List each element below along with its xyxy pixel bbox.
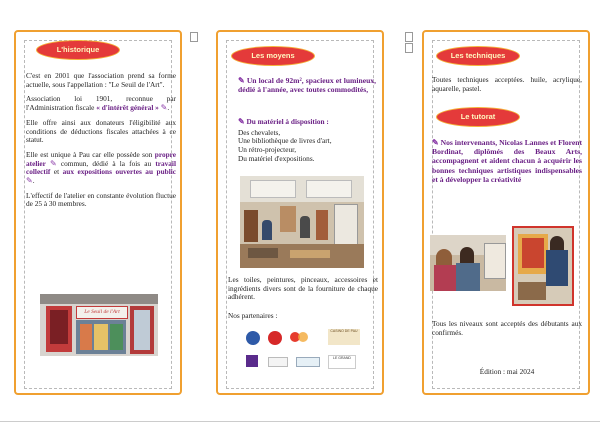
partner-logo-casino: CASINO DE PAU bbox=[328, 329, 360, 345]
partners-label: Nos partenaires : bbox=[228, 311, 278, 320]
edition-text: Édition : mai 2024 bbox=[479, 367, 535, 376]
partner-logo-2 bbox=[268, 331, 282, 345]
partner-logo-6 bbox=[296, 357, 320, 367]
fold-mark-2 bbox=[405, 32, 413, 42]
tab-historique: L'historique bbox=[36, 40, 120, 60]
shop-sign: Le Seuil de l'Art bbox=[76, 306, 128, 319]
tutorat-text: ✎ Nos intervenants, Nicolas Lannes et Florent Bordinat, diplômés des Beaux Arts, accompagnent et aident chacun à acquérir les bonnes techniques artistiques indispensables et à développer la créativité bbox=[432, 138, 582, 184]
partner-logo-4 bbox=[246, 355, 258, 367]
page-edge bbox=[0, 421, 600, 422]
storefront-photo bbox=[40, 294, 158, 356]
historique-p5: L'effectif de l'atelier en constante évolution fluctue de 25 à 30 membres. bbox=[26, 190, 176, 209]
pen-icon: ✎ bbox=[160, 103, 168, 113]
partners-logos bbox=[240, 325, 365, 375]
moyens-materiel: ✎ Du matériel à disposition : Des chevalets, Une bibliothèque de livres d'art, Un rétro-projecteur, Du matériel d'expositions. bbox=[238, 118, 376, 164]
historique-text bbox=[26, 72, 176, 215]
partner-logo-5 bbox=[268, 357, 288, 367]
materiel-item: Une bibliothèque de livres d'art, bbox=[238, 136, 332, 146]
fold-mark-3 bbox=[405, 43, 413, 53]
tab-moyens: Les moyens bbox=[231, 46, 315, 66]
partner-logo-1 bbox=[246, 331, 260, 345]
tab-tutorat: Le tutorat bbox=[436, 107, 520, 127]
tab-techniques: Les techniques bbox=[436, 46, 520, 66]
historique-p4: Elle est unique à Pau car elle possède son propre atelier ✎ commun, dédié à la fois au travail collectif et aux expositions ouvertes au public ✎. bbox=[26, 149, 176, 186]
tutoring-photo-1 bbox=[430, 235, 506, 291]
pen-icon: ✎ bbox=[238, 117, 245, 126]
historique-p3: Elle offre ainsi aux donateurs l'éligibilité aux conditions de déductions fiscales attachées à ce statut. bbox=[26, 117, 176, 145]
materiel-item: Du matériel d'expositions. bbox=[238, 153, 315, 163]
niveaux-text: Tous les niveaux sont acceptés des débutants aux confirmés. bbox=[432, 319, 582, 337]
historique-p2: Association loi 1901, reconnue par l'Administration fiscale « d'intérêt général » ✎. bbox=[26, 94, 176, 113]
pen-icon: ✎ bbox=[238, 76, 245, 85]
pen-icon: ✎ bbox=[50, 158, 57, 168]
panel-techniques bbox=[422, 30, 590, 395]
pen-icon: ✎ bbox=[432, 138, 439, 147]
fold-mark-1 bbox=[190, 32, 198, 42]
materiel-item: Des chevalets, bbox=[238, 127, 281, 137]
partner-logo-grand: LE GRAND bbox=[328, 355, 356, 369]
pen-icon: ✎ bbox=[26, 176, 33, 186]
tutoring-photo-2 bbox=[512, 226, 574, 306]
partner-logo-3 bbox=[290, 330, 312, 344]
moyens-local: ✎ Un local de 92m², spacieux et lumineux, dédié à l'année, avec toutes commodités, bbox=[238, 76, 377, 94]
historique-p1: C'est en 2001 que l'association prend sa forme actuelle, sous l'appellation : "Le Seuil de l'Art". bbox=[26, 71, 176, 89]
studio-photo bbox=[240, 176, 364, 268]
panel-historique bbox=[14, 30, 182, 395]
moyens-fournitures: Les toiles, peintures, pinceaux, accessoires et ingrédients divers sont de la fourniture de chaque adhérent. bbox=[228, 275, 378, 302]
techniques-text: Toutes techniques acceptées. huile, acrylique, aquarelle, pastel. bbox=[432, 75, 582, 93]
materiel-item: Un rétro-projecteur, bbox=[238, 145, 297, 155]
